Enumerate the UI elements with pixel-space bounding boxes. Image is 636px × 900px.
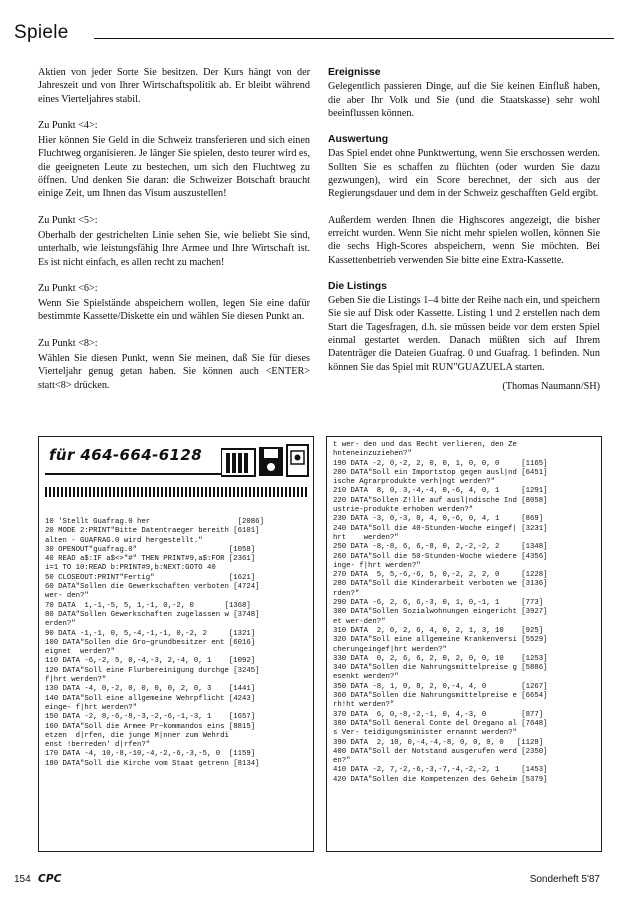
basic-listing-right: t wer- den und das Recht verlieren, den Ze hnteneinzuziehen?" 190 DATA -2, 0,-2, 2, 0, 0, 1, 0, 0, 0 [1165] 200 DATA"Soll ein Importstop gegen ausl|nd [6451] ische Agrarprodukte verh|ngt werden?" 210 DATA 8, 0, 3,-4,-4, 0,-6, 4, 0, 1 [1291] 220 DATA"Sollen Z!lle auf ausl|ndische Ind [8058] ustrie-produkte erhoben werden?" 230 DATA -3, 0,-3, 0, 4, 0,-6, 0, 4, 1 [869] 240 DATA"Soll die 40-Stunden-Woche eingef| [3231] hrt werden?" 250 DATA -8,-8, 6, 6,-8, 0, 2,-2,-2, 2 [1348] 260 DATA"Soll die 50-Stunden-Woche wiedere [4356] inge- f|hrt werden?" 270 DATA 5, 5,-6,-6, 5, 0,-2, 2, 2, 0 [1228] 280 DATA"Soll die Kinderarbeit verboten we [3136] rden?" 290 DATA -6, 2, 6, 6,-3, 0, 1, 0,-1, 1 [773] 300 DATA"Sollen Sozialwohnungen eingericht [3927] et wer-den?" 310 DATA 2, 0, 2, 6, 4, 0, 2, 1, 3, 10 [925] 320 DATA"Soll eine allgemeine Krankenversi [5529] cherungeingef|hrt werden?" 330 DATA 0, 2, 6, 6, 2, 0, 2, 0, 0, 10 [1253] 340 DATA"Sollen die Nahrungsmittelpreise g [5886] esenkt werden?" 350 DATA -8, 1, 0, 8, 2, 0,-4, 4, 0 [1267] 360 DATA"Sollen die Nahrungsmittelpreise e [6654] rh!ht werden?" 370 DATA 6, 0,-8,-2,-1, 0, 4,-3, 0 [877] 380 DATA"Soll General Conte del Oregano al [7648] s Ver- teidigungsminister ernannt werden?" 390 DATA 2, 10, 0,-4,-4,-8, 0, 0, 0, 0 [1128] 400 DATA"Soll der Notstand ausgerufen werd [2350] en?" 410 DATA -2, 7,-2,-6,-3,-7,-4,-2,-2, 1 [1453] 420 DATA"Sollen die Kompetenzen des Geheim [5379] bbox=[333, 441, 548, 784]
page-number: 154 bbox=[14, 874, 31, 885]
left-text-column bbox=[38, 66, 310, 405]
item-heading: Zu Punkt <8>: bbox=[38, 337, 98, 349]
banner-rule bbox=[45, 473, 223, 475]
paragraph: Oberhalb der gestrichelten Linie sehen Sie, wie beliebt Sie sind, unterhalb, wie leistungsfähig Ihre Armee und Ihre Wirtschaft ist. Es ist nicht einfach, es allen recht zu machen! bbox=[38, 229, 310, 268]
hatch-divider bbox=[45, 487, 307, 497]
basic-listing-left: 10 'Stellt Guafrag.0 her [2086] 20 MODE 2:PRINT"Bitte Datentraeger bereith [6101] alten - GUAFRAG.0 wird hergestellt." 30 OPENOUT"guafrag.0" [1058] 40 READ a$:IF a$<>"#" THEN PRINT#9,a$:FOR [2361] i=1 TO 10:READ b:PRINT#9,b:NEXT:GOTO 40 50 CLOSEOUT:PRINT"Fertig" [1621] 60 DATA"Sollen die Gewerkschaften verboten [4724] wer- den?" 70 DATA 1,-1,-5, 5, 1,-1, 0,-2, 0 [1368] 80 DATA"Sollen Gewerkschaften zugelassen w [3748] erden?" 90 DATA -1,-1, 0, 5,-4,-1,-1, 0,-2, 2 [1321] 100 DATA"Sollen die Gro~grundbesitzer ent [6016] eignet werden?" 110 DATA -6,-2, 5, 0,-4,-3, 2,-4, 0, 1 [1092] 120 DATA"Soll eine Flurbereinigung durchge [3245] f|hrt werden?" 130 DATA -4, 0,-2, 0, 0, 0, 0, 2, 0, 3 [1441] 140 DATA"Soll eine allgemeine Wehrpflicht [4243] einge- f|hrt werden?" 150 DATA -2, 8,-6,-8,-3,-2,-6,-1,-3, 1 [1657] 160 DATA"Soll die Armee Pr~kommandos eins [8815] etzen d|rfen, die junge M|nner zum Wehrdi enst !berreden' d|rfen?" 170 DATA -4, 10,-8,-10,-4,-2,-6,-3,-5, 0 [1159] 180 DATA"Soll die Kirche vom Staat getrenn [8134] bbox=[45, 518, 264, 768]
listing-box-left bbox=[38, 436, 314, 852]
disk-cassette-icon bbox=[221, 443, 309, 477]
paragraph: Hier können Sie Geld in die Schweiz transferieren und sich einen Fluchtweg organisieren. Je länger Sie spielen, desto teurer wird es, die geeigneten Leute zu bestechen, um sich den Fluchtweg zu öffnen. Und denken Sie daran: die Schweizer Botschaft braucht einige Zeit, um Ihnen das Visum auszustellen! bbox=[38, 135, 310, 200]
item-heading: Zu Punkt <5>: bbox=[38, 214, 98, 226]
issue-label: Sonderheft 5'87 bbox=[529, 874, 600, 885]
page-header bbox=[14, 22, 614, 44]
paragraph: Wählen Sie diesen Punkt, wenn Sie meinen, daß Sie für dieses Vierteljahr genug getan haben. Sie können auch <ENTER> statt<8> drücken. bbox=[38, 353, 310, 391]
paragraph: Das Spiel endet ohne Punktwertung, wenn Sie erschossen werden. Sollten Sie es schaffen zu flüchten (oder wurden Sie dazu gezwungen), wird ein Score berechnet, der sich aus der Regierungsdauer und dem in der Schweiz geschafften Geld ergibt. bbox=[328, 148, 600, 200]
magazine-logo: CPC bbox=[38, 873, 62, 885]
right-text-column bbox=[328, 66, 600, 393]
phone-banner bbox=[45, 443, 309, 479]
subheading: Die Listings bbox=[328, 280, 387, 292]
paragraph: Gelegentlich passieren Dinge, auf die Sie keinen Einfluß haben, die aber Ihr Volk und Sie (und die Staatskasse) sehr wohl beeinflussen können. bbox=[328, 81, 600, 119]
paragraph: Außerdem werden Ihnen die Highscores angezeigt, die bisher erreicht wurden. Wenn Sie nicht mehr spielen wollen, können Sie die sechs High-Scores abspeichern, wenn Sie möchten. Bei Kassettenbetrieb verwenden Sie bitte eine Extra-Kassette. bbox=[328, 214, 600, 266]
author-signature: (Thomas Naumann/SH) bbox=[502, 380, 600, 392]
item-heading: Zu Punkt <4>: bbox=[38, 119, 98, 131]
paragraph: Aktien von jeder Sorte Sie besitzen. Der Kurs hängt von der Jahreszeit und von Ihrer Wirtschaftspolitik ab. Er bleibt während eines Vierteljahres stabil. bbox=[38, 67, 310, 105]
section-title: Spiele bbox=[14, 22, 69, 43]
subheading: Ereignisse bbox=[328, 67, 381, 78]
item-heading: Zu Punkt <6>: bbox=[38, 282, 98, 294]
phone-number: für 464-664-6128 bbox=[49, 446, 203, 464]
subheading: Auswertung bbox=[328, 134, 389, 146]
paragraph: Wenn Sie Spielstände abspeichern wollen, legen Sie eine dafür bestimmte Kassette/Diskette ein und wählen Sie diesen Punkt an. bbox=[38, 298, 310, 323]
paragraph: Geben Sie die Listings 1–4 bitte der Reihe nach ein, und speichern Sie sie auf Disk oder Kassette. Listing 1 und 2 erstellen nach dem Start die Tagesfragen, d.h. sie müssen beide vor dem ersten Spiel einmal gestartet werden. Danach müßten sich auf Ihrem Datenträger die Dateien Guafrag. 0 und Guafrag. 1 befinden. Nun können Sie das Spiel mit RUN"GUAZUELA starten. bbox=[328, 295, 600, 373]
listing-box-right bbox=[326, 436, 602, 852]
header-rule bbox=[94, 38, 614, 39]
